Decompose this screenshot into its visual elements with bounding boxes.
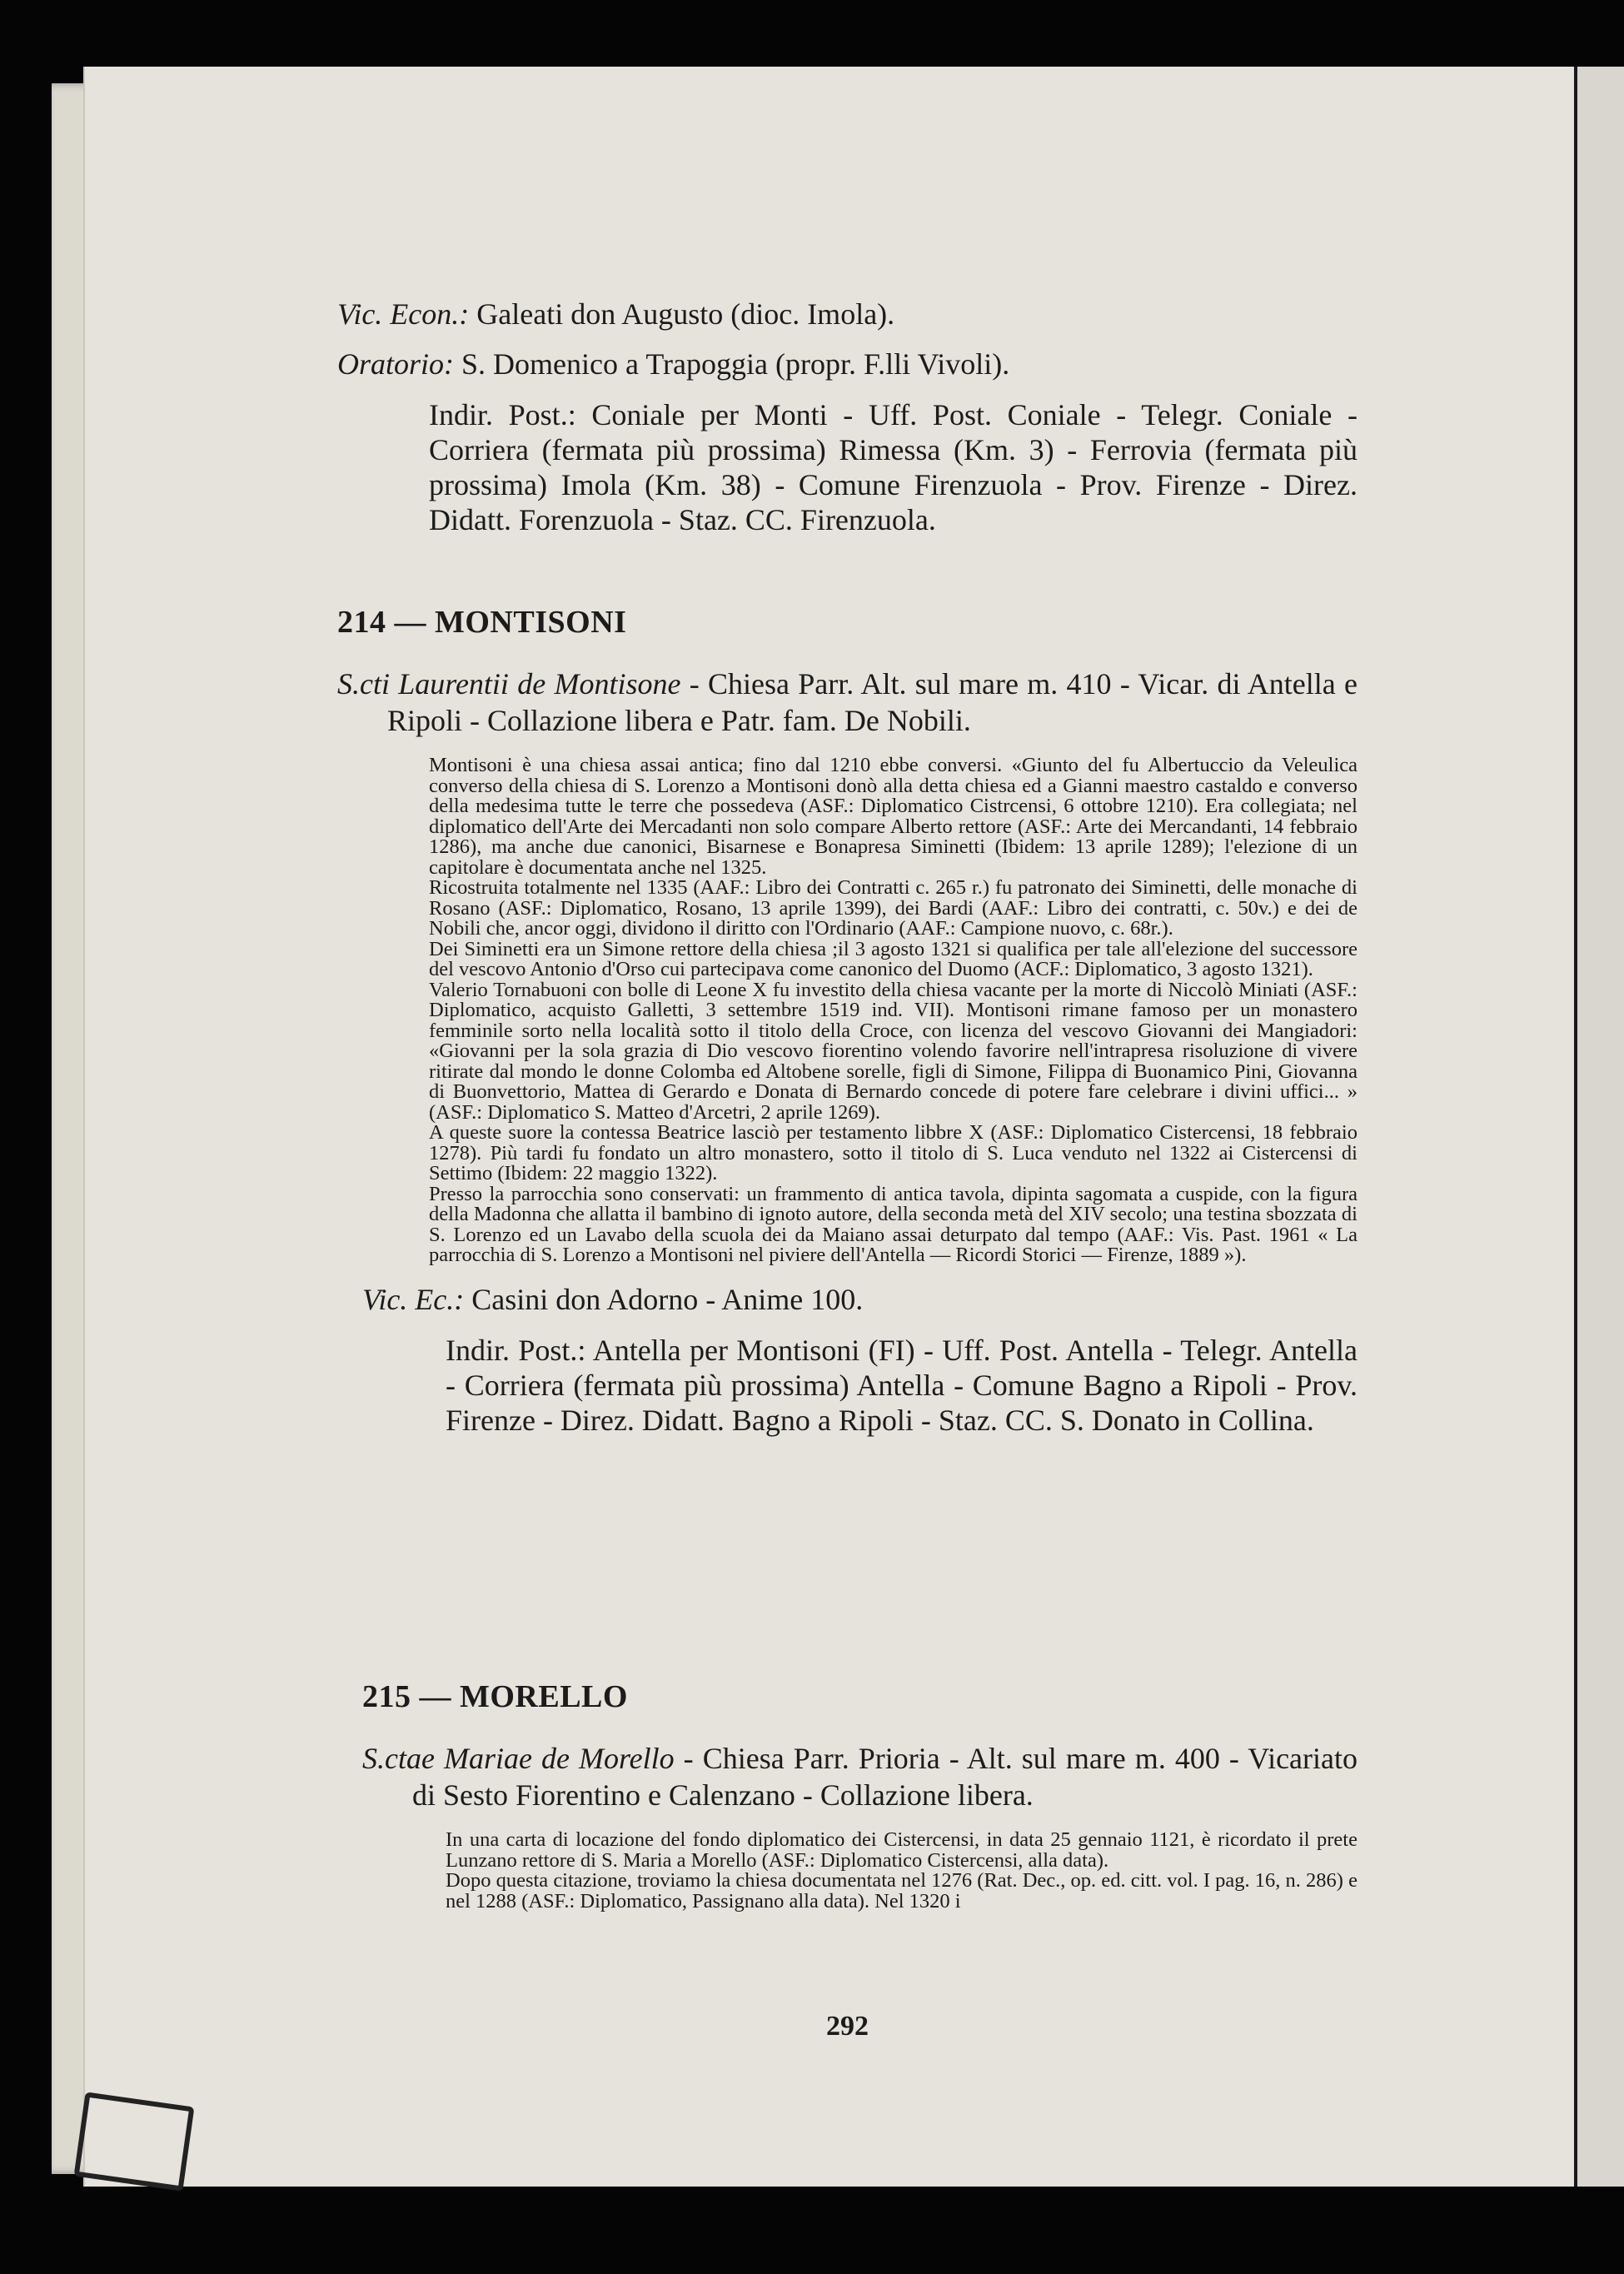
oratorio-label: Oratorio: [337, 347, 455, 381]
vic-ec-line [337, 1281, 1357, 1318]
entry-214-title-italic: S.cti Laurentii de Montisone [337, 667, 681, 701]
entry-215-title-italic: S.ctae Mariae de Morello [362, 1742, 675, 1775]
page-number: 292 [826, 2011, 869, 2042]
note-paragraph: In una carta di locazione del fondo diplomatico dei Cistercensi, in data 25 gennaio 1121, è ricordato il prete Lunzano rettore di S. Maria a Morello (ASF.: Diplomatico Cistercensi, alla data). [446, 1828, 1357, 1872]
entry-214-notes [337, 756, 1357, 1266]
entry-215 [337, 1678, 1357, 1912]
note-paragraph: Valerio Tornabuoni con bolle di Leone X fu investito della chiesa vacante per la morte di Niccolò Miniati (ASF.: Diplomatico, acquisto Galletti, 3 settembre 1519 ind. VII). Montisoni rimane famoso per un monastero femminile sorto nella località sotto il titolo della Croce, con licenza del vescovo Giovanni dei Mangiadori: «Giovanni per la sola grazia di Dio vescovo fiorentino volendo favorire nell'intrapresa risoluzione di vivere ritirate dal mondo le donne Colomba ed Altobene sorelle, figli di Simone, Filippa di Buonamico Pini, Giovanna di Buonvettorio, Mattea di Gerardo e Donata di Bernardo concede di potere fare celebrare i divini uffici... » (ASF.: Diplomatico S. Matteo d'Arcetri, 2 aprile 1269). [429, 978, 1357, 1124]
entry-215-title-rest: - Chiesa Parr. Prioria - Alt. sul mare m. 400 - Vicariato di Sesto Fiorentino e Calenzano - Collazione libera. [412, 1742, 1358, 1812]
page-clip [74, 2092, 195, 2191]
entry-215-notes [337, 1830, 1357, 1912]
note-paragraph: Dopo questa citazione, troviamo la chiesa documentata nel 1276 (Rat. Dec., op. ed. citt. vol. I pag. 16, n. 286) e nel 1288 (ASF.: Diplomatico, Passignano alla data). Nel 1320 i [446, 1869, 1357, 1912]
oratorio-line [337, 346, 1357, 382]
note-paragraph: Dei Siminetti era un Simone rettore della chiesa ;il 3 agosto 1321 si qualifica per tale all'elezione del successore del vescovo Antonio d'Orso cui partecipava come canonico del Duomo (ACF.: Diplomatico, 3 agosto 1321). [429, 937, 1357, 980]
entry-214 [337, 604, 1357, 1438]
entry-214-title-rest: - Chiesa Parr. Alt. sul mare m. 410 - Vicar. di Antella e Ripoli - Collazione libera e Patr. fam. De Nobili. [387, 667, 1357, 737]
top-section [337, 296, 1357, 537]
vic-econ-value: Galeati don Augusto (dioc. Imola). [476, 297, 895, 331]
vic-ec-value: Casini don Adorno - Anime 100. [471, 1282, 864, 1316]
note-paragraph: Ricostruita totalmente nel 1335 (AAF.: Libro dei Contratti c. 265 r.) fu patronato dei Siminetti, delle monache di Rosano (ASF.: Diplomatico, Rosano, 13 aprile 1399), dei Bardi (AAF.: Libro dei contratti, c. 50v.) e dei de Nobili che, ancor oggi, dividono il diritto con l'Ordinario (AAF.: Campione nuovo, c. 68r.). [429, 876, 1357, 940]
next-page-edge [1574, 67, 1624, 2187]
top-indir: Indir. Post.: Coniale per Monti - Uff. Post. Coniale - Telegr. Coniale - Corriera (fermata più prossima) Rimessa (Km. 3) - Ferrovia (fermata più prossima) Imola (Km. 38) - Comune Firenzuola - Prov. Firenze - Direz. Didatt. Forenzuola - Staz. CC. Firenzuola. [429, 398, 1357, 536]
vic-econ-line [337, 296, 1357, 332]
note-paragraph: Montisoni è una chiesa assai antica; fino dal 1210 ebbe conversi. «Giunto del fu Albertuccio da Veleulica converso della chiesa di S. Lorenzo a Montisoni donò alla detta chiesa ed a Gianni maestro castaldo e converso della medesima tutte le terre che possedeva (ASF.: Diplomatico Cistrcensi, 6 ottobre 1210). Era collegiata; nel diplomatico dell'Arte dei Mercadanti non solo compare Alberto rettore (ASF.: Arte dei Mercandanti, 14 febbraio 1286), ma anche due canonici, Bisarnese e Bonapresa Siminetti (Ibidem: 13 aprile 1289); l'elezione di un capitolare è documentata anche nel 1325. [429, 754, 1357, 879]
entry-215-title [337, 1740, 1357, 1813]
vic-ec-label: Vic. Ec.: [362, 1282, 465, 1316]
note-paragraph: A queste suore la contessa Beatrice lasciò per testamento libbre X (ASF.: Diplomatico Cistercensi, 18 febbraio 1278). Più tardi fu fondato un altro monastero, sotto il titolo di S. Luca venduto nel 1322 ai Cistercensi di Settimo (Ibidem: 22 maggio 1322). [429, 1121, 1357, 1184]
vic-econ-label: Vic. Econ.: [337, 297, 470, 331]
entry-214-indir: Indir. Post.: Antella per Montisoni (FI) - Uff. Post. Antella - Telegr. Antella - Corriera (fermata più prossima) Antella - Comune Bagno a Ripoli - Prov. Firenze - Direz. Didatt. Bagno a Ripoli - Staz. CC. S. Donato in Collina. [446, 1333, 1357, 1437]
note-paragraph: Presso la parrocchia sono conservati: un frammento di antica tavola, dipinta sagomata a cuspide, con la figura della Madonna che allatta il bambino di ignoto autore, della seconda metà del XIV secolo; una testina sbozzata di S. Lorenzo ed un Lavabo della scuola dei da Maiano assai deturpato dal tempo (AAF.: Vis. Past. 1961 « La parrocchia di S. Lorenzo a Montisoni nel piviere dell'Antella — Ricordi Storici — Firenze, 1889 »). [429, 1182, 1357, 1266]
entry-214-title [337, 666, 1357, 739]
entry-214-heading: 214 — MONTISONI [337, 605, 627, 640]
oratorio-value: S. Domenico a Trapoggia (propr. F.lli Vivoli). [461, 347, 1010, 381]
entry-215-heading: 215 — MORELLO [362, 1679, 628, 1714]
